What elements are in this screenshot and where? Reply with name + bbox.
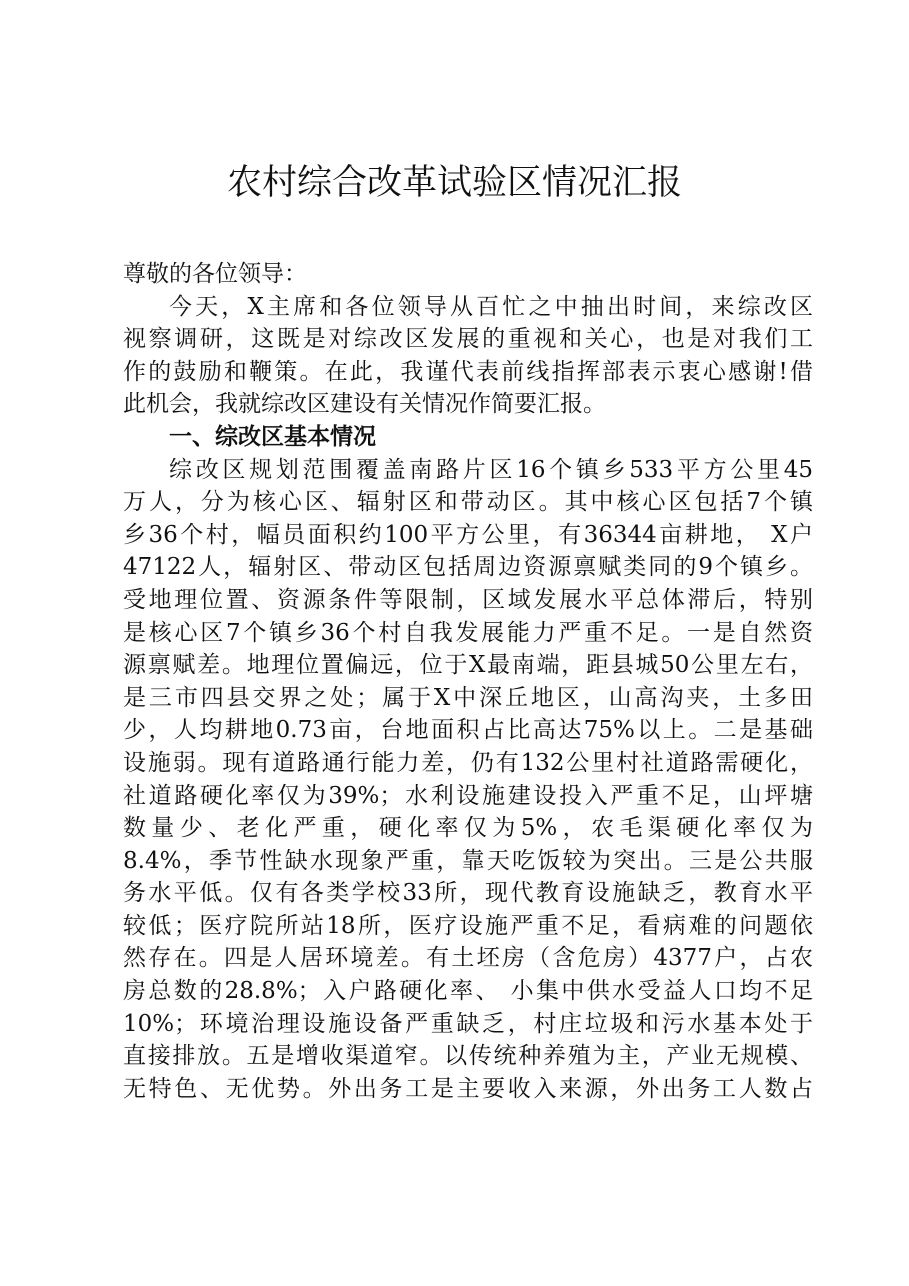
section-line: 房总数的28.8%；入户路硬化率、 小集中供水受益人口均不足 (123, 978, 813, 1005)
section-line: 社道路硬化率仅为39%；水利设施建设投入严重不足，山坪塘 (123, 782, 813, 809)
intro-line: 作的鼓励和鞭策。在此，我谨代表前线指挥部表示衷心感谢!借 (123, 358, 813, 385)
document-title: 农村综合改革试验区情况汇报 (226, 163, 682, 203)
section-line: 受地理位置、资源条件等限制，区域发展水平总体滞后，特别 (123, 586, 813, 613)
section-line: 源禀赋差。地理位置偏远，位于X最南端，距县城50公里左右， (123, 652, 813, 679)
section-line: 乡36个村，幅员面积约100平方公里，有36344亩耕地， X户 (123, 521, 813, 548)
section-line: 然存在。四是人居环境差。有土坯房（含危房）4377户，占农 (123, 945, 813, 972)
section-line: 直接排放。五是增收渠道窄。以传统种养殖为主，产业无规模、 (123, 1043, 813, 1070)
section-line: 设施弱。现有道路通行能力差，仍有132公里村社道路需硬化， (123, 749, 813, 776)
intro-line: 视察调研，这既是对综改区发展的重视和关心，也是对我们工 (123, 326, 813, 353)
intro-line: 此机会，我就综改区建设有关情况作简要汇报。 (123, 391, 606, 418)
section-line: 47122人，辐射区、带动区包括周边资源禀赋类同的9个镇乡。 (123, 554, 813, 581)
section-line: 10%；环境治理设施设备严重缺乏，村庄垃圾和污水基本处于 (123, 1010, 813, 1037)
salutation: 尊敬的各位领导： (123, 261, 307, 287)
section-line: 是三市四县交界之处；属于X中深丘地区，山高沟夹，土多田 (123, 684, 813, 711)
section-line: 务水平低。仅有各类学校33所，现代教育设施缺乏，教育水平 (123, 880, 813, 907)
section-line: 8.4%，季节性缺水现象严重，靠天吃饭较为突出。三是公共服 (123, 847, 813, 874)
section-line: 少，人均耕地0.73亩，台地面积占比高达75%以上。二是基础 (123, 717, 813, 744)
section-heading: 一、综改区基本情况 (169, 423, 376, 450)
section-line: 较低；医疗院所站18所，医疗设施严重不足，看病难的问题依 (123, 912, 813, 939)
section-line: 是核心区7个镇乡36个村自我发展能力严重不足。一是自然资 (123, 619, 813, 646)
section-line: 数量少、老化严重，硬化率仅为5%，农毛渠硬化率仅为 (123, 815, 813, 842)
section-line: 无特色、无优势。外出务工是主要收入来源，外出务工人数占 (123, 1075, 813, 1102)
section-line: 万人，分为核心区、辐射区和带动区。其中核心区包括7个镇 (123, 489, 813, 516)
section-line: 综改区规划范围覆盖南路片区16个镇乡533平方公里45 (169, 456, 813, 483)
intro-line: 今天，X主席和各位领导从百忙之中抽出时间，来综改区 (169, 293, 813, 320)
document-body (123, 258, 813, 1105)
